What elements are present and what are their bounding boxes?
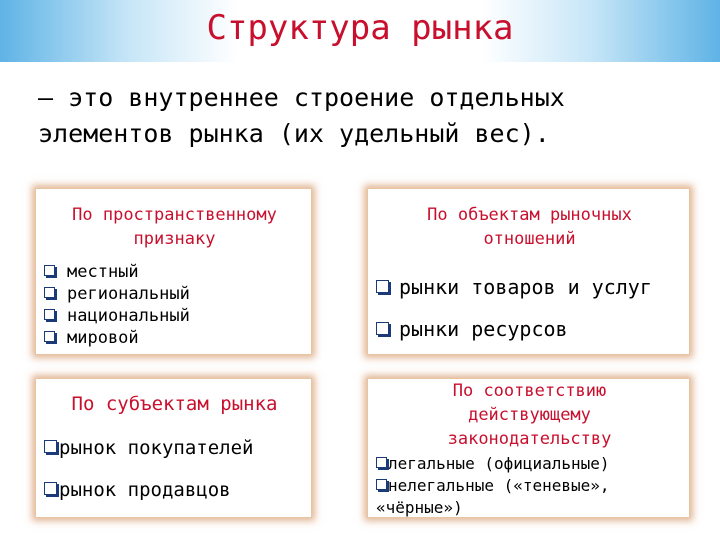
definition-text: – это внутреннее строение отдельных элементов рынка (их удельный вес). bbox=[38, 83, 565, 148]
square-bullet-icon bbox=[376, 479, 387, 490]
square-bullet-icon bbox=[44, 287, 55, 298]
square-bullet-icon bbox=[44, 440, 57, 453]
square-bullet-icon bbox=[376, 322, 389, 335]
square-bullet-icon bbox=[376, 280, 389, 293]
list-item-text: рынок покупателей bbox=[59, 437, 254, 459]
list-item bbox=[44, 427, 253, 469]
list-item bbox=[376, 475, 686, 519]
square-bullet-icon bbox=[44, 331, 55, 342]
list-item-text: региональный bbox=[67, 284, 190, 304]
card-heading: По объектам рыночных отношений bbox=[427, 205, 632, 249]
list-item-text: мировой bbox=[67, 328, 139, 348]
list-item bbox=[44, 327, 190, 349]
list-item bbox=[376, 453, 686, 475]
list-item-text: рынок продавцов bbox=[59, 479, 231, 501]
square-bullet-icon bbox=[376, 457, 387, 468]
card-spatial bbox=[35, 188, 312, 355]
list-item-text: национальный bbox=[67, 306, 190, 326]
list-item-text: легальные (официальные) bbox=[388, 454, 610, 473]
list-item bbox=[376, 308, 652, 350]
card-heading: По соответствию действующему законодательству bbox=[447, 381, 612, 449]
card-list bbox=[376, 266, 652, 350]
list-item bbox=[44, 283, 190, 305]
list-item bbox=[44, 305, 190, 327]
card-heading: По субъектам рынка bbox=[71, 393, 278, 415]
card-objects bbox=[367, 188, 690, 355]
square-bullet-icon bbox=[44, 265, 55, 276]
list-item-text: рынки товаров и услуг bbox=[399, 275, 652, 299]
list-item-text: нелегальные («теневые», «чёрные») bbox=[376, 476, 610, 517]
card-list bbox=[376, 453, 686, 519]
square-bullet-icon bbox=[44, 309, 55, 320]
card-heading: По пространственному признаку bbox=[72, 205, 277, 249]
card-list bbox=[44, 261, 190, 349]
square-bullet-icon bbox=[44, 482, 57, 495]
list-item-text: рынки ресурсов bbox=[399, 317, 568, 341]
slide-title: Структура рынка bbox=[206, 8, 514, 48]
list-item bbox=[44, 469, 253, 511]
list-item bbox=[44, 261, 190, 283]
list-item bbox=[376, 266, 652, 308]
card-subjects bbox=[35, 378, 312, 518]
card-list bbox=[44, 427, 253, 511]
list-item-text: местный bbox=[67, 262, 139, 282]
card-legality bbox=[367, 378, 690, 518]
